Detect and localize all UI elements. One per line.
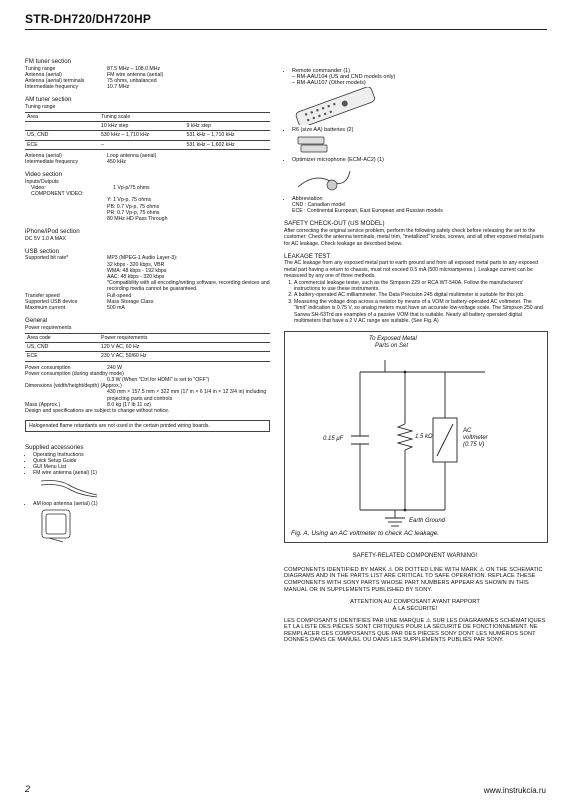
page-title: STR-DH720/DH720HP bbox=[25, 12, 152, 26]
leakage-steps bbox=[284, 280, 546, 325]
power-table: Area code Power requirements US, CND 120 V AC, 60 Hz ECE 230 V AC, 50/60 Hz bbox=[25, 333, 270, 362]
abbr-ece: ECE : Continental European, East European and Russian models bbox=[292, 208, 443, 215]
usb-heading: USB section bbox=[25, 247, 60, 255]
figure-label-top: To Exposed Metal bbox=[369, 335, 417, 342]
spec-row: Antenna (aerial) Loop antenna (aerial) bbox=[25, 152, 157, 159]
list-item: • FM wire antenna (aerial) (1) bbox=[33, 470, 270, 476]
left-column bbox=[25, 58, 270, 545]
halogen-note: Halogenated flame retardants are not used in the certain printed wiring boards. bbox=[25, 420, 270, 432]
general-heading: General bbox=[25, 317, 48, 325]
list-item: • Abbreviation bbox=[292, 196, 546, 202]
design-note: Design and specifications are subject to change without notice. bbox=[25, 407, 170, 414]
list-item: • AM loop antenna (aerial) (1) bbox=[33, 501, 270, 507]
spec-row: Y: 1 Vp-p, 75 ohms PB: 0.7 Vp-p, 75 ohms PR: 0.7 Vp-p, 75 ohms 80 MHz HD Pass Through bbox=[107, 197, 168, 222]
general-sub: Power requirements bbox=[25, 324, 72, 331]
warning-heading: SAFETY-RELATED COMPONENT WARNING! bbox=[352, 552, 478, 559]
list-item: • Quick Setup Guide bbox=[33, 458, 270, 464]
remote-commander-icon bbox=[290, 87, 380, 125]
am-heading: AM tuner section bbox=[25, 96, 72, 104]
spec-row: Power consumption 240 W bbox=[25, 364, 122, 371]
right-column bbox=[284, 68, 546, 644]
spec-row: Intermediate frequency 10.7 MHz bbox=[25, 84, 130, 91]
ipod-heading: iPhone/iPod section bbox=[25, 228, 80, 236]
spec-row: COMPONENT VIDEO: bbox=[31, 191, 84, 198]
spec-row: Antenna (aerial) terminals 75 ohms, unbalanced bbox=[25, 77, 157, 84]
leakage-body: The AC leakage from any exposed metal part to earth ground and from all exposed metal parts to any exposed metal part having a return to chassis, must not exceed 0.5 mA (500 microamperes.). Leakage current can be measured by any one of three methods. bbox=[284, 260, 539, 280]
figure-label-top2: Parts on Set bbox=[375, 342, 409, 349]
safety-heading: SAFETY CHECK-OUT (US MODEL) bbox=[284, 220, 385, 228]
spec-row: Tuning range 87.5 MHz – 108.0 MHz bbox=[25, 65, 161, 72]
list-item: 2. A battery-operated AC milliammeter. The Data Precision 245 digital multimeter is suitable for this job. bbox=[294, 292, 546, 298]
fm-heading: FM tuner section bbox=[25, 58, 72, 65]
accessories-right-list bbox=[284, 68, 546, 87]
page-number: 2 bbox=[25, 784, 31, 794]
warning-french-heading: ATTENTION AU COMPOSANT AYANT RAPPORT À LA SÉCURITÉ! bbox=[350, 599, 480, 612]
warning-french: LES COMPOSANTS IDENTIFIÉS PAR UNE MARQUE ⚠ SUR LES DIAGRAMMES SCHÉMATIQUES ET LA LISTE DES PIÈCES SONT CRITIQUES POUR LA SÉCURITÉ DE FONCTIONNEMENT. NE REMPLACER CES COMPOSANTS QUE PAR DES PIÈCES SONY DONT LES NUMÉROS SONT DONNÉS DANS CE MANUEL OU DANS LES SUPPLÉMENTS PUBLIÉS PAR SONY. bbox=[284, 617, 546, 644]
accessories-list bbox=[25, 452, 270, 477]
am-table: Area Tuning scale 10 kHz step 9 kHz step US, CND 530 kHz – 1,710 kHz 531 kHz – 1,710 kHz ECE – 531 kHz – 1,602 kHz bbox=[25, 112, 270, 150]
figure-a bbox=[284, 331, 548, 543]
spec-row: 430 mm × 157.5 mm × 322 mm (17 in × 6 1/4 in × 12 3/4 in) including projecting parts and controls bbox=[107, 389, 267, 402]
spec-row: Maximum current 500 mA bbox=[25, 304, 125, 311]
spec-row: Power consumption (during standby mode) bbox=[25, 370, 124, 377]
warning-english: COMPONENTS IDENTIFIED BY MARK ⚠ OR DOTTED LINE WITH MARK ⚠ ON THE SCHEMATIC DIAGRAMS AND IN THE PARTS LIST ARE CRITICAL TO SAFE OPERATION. REPLACE THESE COMPONENTS WITH SONY PARTS WHOSE PART NUMBERS APPEAR AS SHOWN IN THIS MANUAL OR IN SUPPLEMENTS PUBLISHED BY SONY. bbox=[284, 566, 543, 593]
spec-row: Intermediate frequency 450 kHz bbox=[25, 159, 127, 166]
list-item: • Optimizer microphone (ECM-AC2) (1) bbox=[292, 157, 546, 163]
spec-row: Transfer speed Full-speed bbox=[25, 292, 132, 299]
battery-icon bbox=[294, 133, 334, 155]
spec-row: 0.3 W (When "Ctrl for HDMI" is set to "OFF") bbox=[107, 376, 210, 383]
video-sub: Inputs/Outputs bbox=[25, 178, 59, 185]
spec-row: Antenna (aerial) FM wire antenna (aerial) bbox=[25, 71, 164, 78]
am-sub: Tuning range bbox=[25, 103, 56, 110]
list-item: 1. A commercial leakage tester, such as the Simpson 229 or RCA WT-540A. Follow the manufacturers' instructions to use these instruments. bbox=[294, 280, 546, 293]
spec-row: Video: 1 Vp-p/75 ohms bbox=[31, 184, 150, 191]
abbr-cnd: CND : Canadian model bbox=[292, 201, 346, 208]
microphone-icon bbox=[294, 163, 354, 193]
leakage-heading: LEAKAGE TEST bbox=[284, 252, 331, 260]
video-heading: Video section bbox=[25, 171, 63, 179]
accessories-heading: Supplied accessories bbox=[25, 444, 84, 452]
spec-row: Dimensions (width/height/depth) (Approx.) bbox=[25, 383, 122, 390]
resistor-label: 1.5 kΩ bbox=[415, 433, 433, 440]
ipod-line: DC 5V 1.0 A MAX bbox=[25, 235, 66, 242]
safety-body: After correcting the original service problem, perform the following safety check before releasing the set to the customer: Check the antenna terminals, metal trim, "metallized" knobs, screws, and all other exposed metal parts for AC leakage. Check leakage as described below. bbox=[284, 227, 544, 247]
list-item: • GUI Menu List bbox=[33, 464, 270, 470]
header-rule bbox=[25, 29, 547, 30]
voltmeter-label: AC voltmeter (0.75 V) bbox=[463, 427, 488, 448]
list-item: • Remote commander (1) – RM-AAU104 (US and CND models only) – RM-AAU107 (Other models) bbox=[292, 68, 546, 87]
fm-antenna-icon bbox=[39, 477, 99, 499]
capacitor-label: 0.15 μF bbox=[323, 435, 344, 442]
am-loop-antenna-icon bbox=[37, 507, 77, 543]
spec-row: Supported bit rate* MP3 (MPEG-1 Audio Layer-3): 32 kbps - 320 kbps, VBR WMA: 48 kbps - 192 kbps AAC: 48 kbps - 320 kbps *Compatibility with all encoding/writing software, recording devices and recording media cannot be guaranteed. bbox=[25, 255, 270, 293]
list-item: 3. Measuring the voltage drop across a resistor by means of a VOM or battery-operated AC voltmeter. The "limit" indication is 0.75 V, so analog meters must have an accurate low-voltage scale. The Simpson 250 and Sanwa SH-63Trd are examples of a passive VOM that is suitable. Nearly all battery operated digital multimeters that have a 2 V AC range are suitable. (See Fig. A) bbox=[294, 299, 546, 325]
spec-row: Supported USB device Mass Storage Class bbox=[25, 298, 154, 305]
figure-caption: Fig. A. Using an AC voltmeter to check AC leakage. bbox=[291, 529, 440, 537]
ground-label: Earth Ground bbox=[409, 517, 446, 524]
site-watermark: www.instrukcia.ru bbox=[483, 786, 546, 795]
spec-row: Mass (Approx.) 8.0 kg (17 lb 11 oz) bbox=[25, 401, 152, 408]
list-item: • R6 (size AA) batteries (2) bbox=[292, 127, 546, 133]
list-item: • Operating Instructions bbox=[33, 452, 270, 458]
